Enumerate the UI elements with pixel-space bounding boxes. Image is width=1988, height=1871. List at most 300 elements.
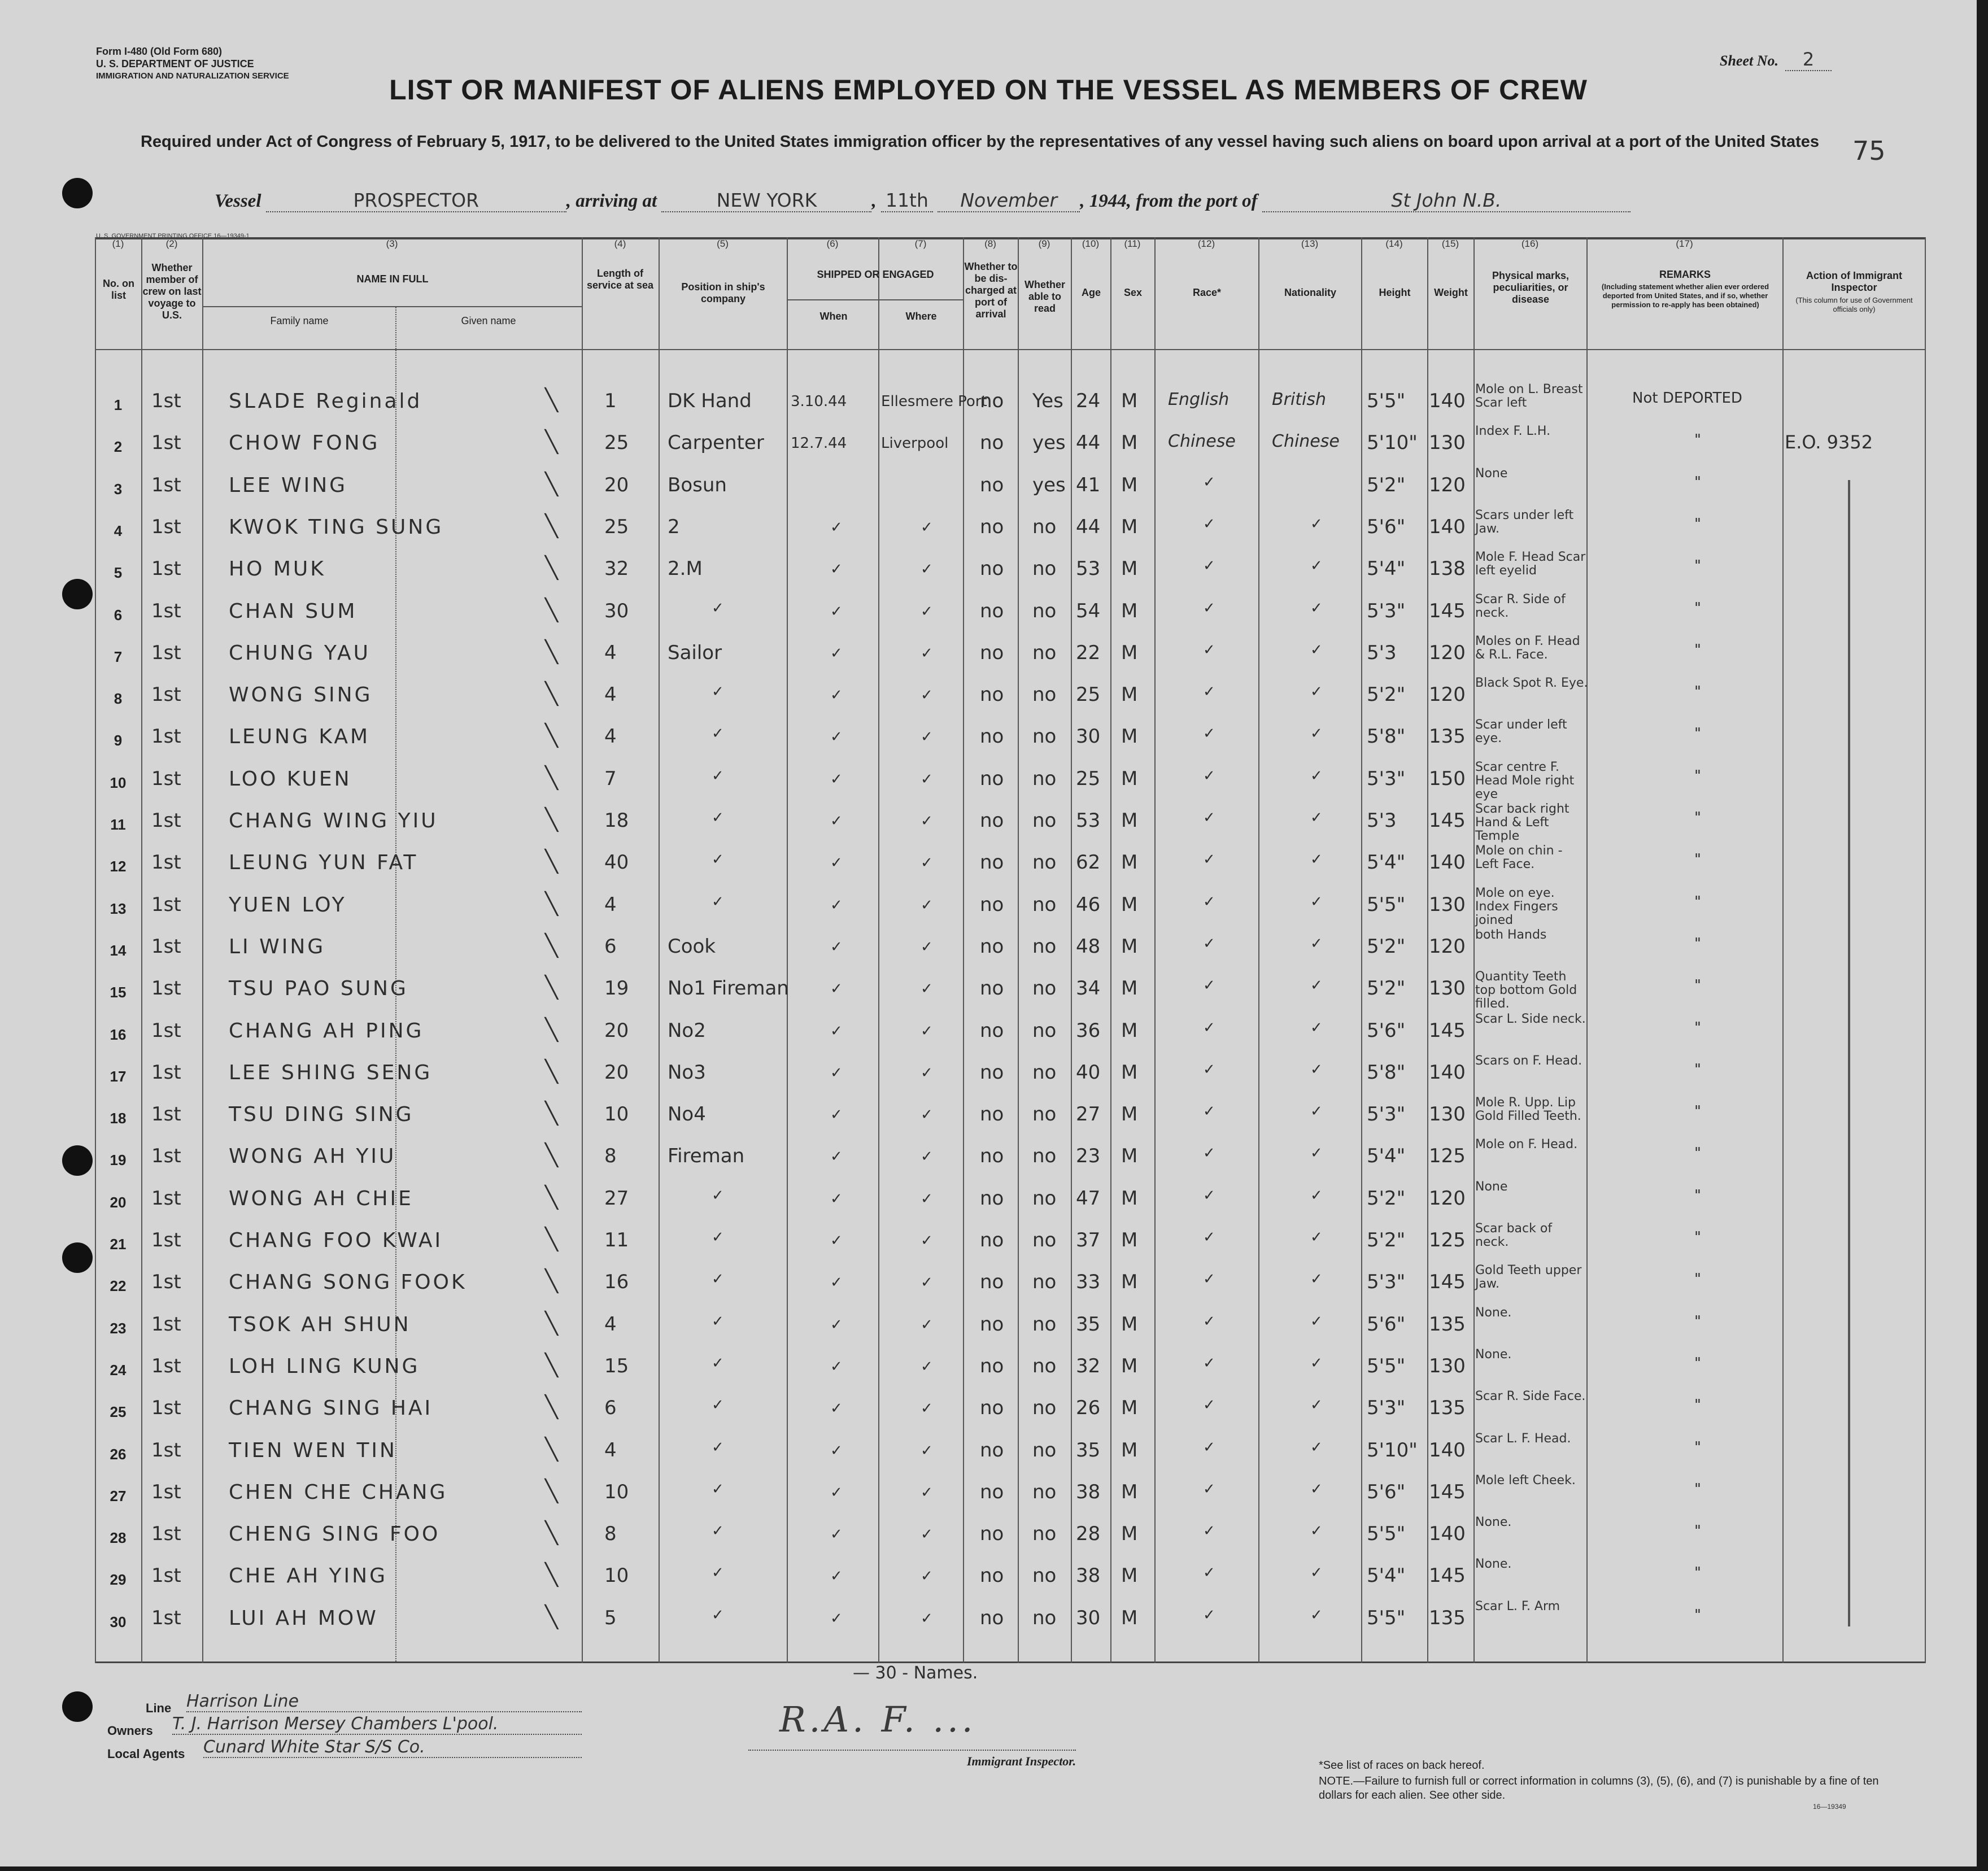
crew-name: CHANG AH PING	[229, 1019, 424, 1043]
able-to-read: yes	[1032, 431, 1066, 455]
column-number: (15)	[1441, 238, 1459, 249]
column-divider	[1925, 237, 1926, 1663]
member-flag: 1st	[151, 1606, 181, 1629]
member-flag: 1st	[151, 1271, 181, 1294]
race: ✓	[1203, 641, 1215, 658]
weight: 130	[1429, 893, 1466, 916]
discharged-flag: no	[980, 683, 1004, 706]
action-bracket-line	[1848, 480, 1850, 1626]
sex: M	[1121, 1523, 1138, 1546]
physical-marks: Scar R. Side Face.	[1475, 1389, 1586, 1404]
remarks: Not DEPORTED	[1632, 390, 1742, 407]
height: 5'3"	[1367, 767, 1406, 790]
header-member: Whether member of crew on last voyage to U.S.	[142, 262, 202, 321]
physical-marks: Mole F. Head Scar left eyelid	[1475, 550, 1586, 578]
race: ✓	[1203, 1480, 1215, 1498]
able-to-read: no	[1032, 767, 1057, 790]
age: 53	[1076, 557, 1101, 581]
nationality: ✓	[1310, 1312, 1323, 1330]
row-number: 17	[110, 1067, 127, 1085]
row-number: 1	[114, 396, 123, 413]
service-length: 5	[604, 1606, 617, 1629]
engaged-where: ✓	[921, 603, 933, 620]
sex: M	[1121, 515, 1138, 538]
weight: 140	[1429, 1438, 1466, 1462]
row-number: 6	[114, 606, 123, 623]
row-number: 16	[110, 1026, 127, 1043]
discharged-flag: no	[980, 473, 1004, 496]
height: 5'3"	[1367, 1103, 1406, 1126]
service: IMMIGRATION AND NATURALIZATION SERVICE	[96, 71, 289, 81]
remarks: "	[1694, 1229, 1701, 1246]
age: 25	[1076, 767, 1101, 790]
discharged-flag: no	[980, 390, 1004, 412]
penalty-note: NOTE.—Failure to furnish full or correct information in columns (3), (5), (6), and (7) is punishable by a fine of ten dollars for each alien. See other side.	[1319, 1775, 1879, 1802]
header-shipped: SHIPPED OR ENGAGED	[817, 269, 934, 280]
member-flag: 1st	[151, 767, 181, 790]
column-divider	[1473, 237, 1475, 1663]
agents-label: Local Agents	[107, 1747, 185, 1761]
discharged-flag: no	[980, 1061, 1004, 1084]
row-number: 10	[110, 774, 127, 791]
column-number: (16)	[1521, 238, 1539, 249]
column-divider	[1586, 237, 1588, 1663]
able-to-read: no	[1032, 1480, 1057, 1503]
physical-marks: Mole on F. Head.	[1475, 1137, 1578, 1152]
row-number: 13	[110, 900, 127, 917]
sheet-value: 2	[1785, 49, 1832, 71]
age: 35	[1076, 1312, 1101, 1336]
able-to-read: no	[1032, 641, 1057, 664]
discharged-flag: no	[980, 1103, 1004, 1126]
age: 32	[1076, 1354, 1101, 1377]
sex: M	[1121, 683, 1138, 706]
inspector-label: Immigrant Inspector.	[967, 1754, 1076, 1768]
row-number: 21	[110, 1236, 127, 1253]
check-mark-icon: ╲	[545, 891, 558, 916]
column-number: (17)	[1676, 238, 1693, 249]
crew-name: CHE AH YING	[229, 1564, 387, 1588]
physical-marks: Mole R. Upp. Lip Gold Filled Teeth.	[1475, 1096, 1581, 1124]
height: 5'5"	[1367, 1523, 1406, 1546]
check-mark-icon: ╲	[545, 1562, 558, 1587]
sex: M	[1121, 1564, 1138, 1587]
member-flag: 1st	[151, 1312, 181, 1336]
weight: 130	[1429, 1354, 1466, 1377]
sex: M	[1121, 1019, 1138, 1042]
row-number: 14	[110, 941, 127, 959]
physical-marks: Black Spot R. Eye.	[1475, 676, 1588, 691]
crew-name: CHANG WING YIU	[229, 809, 438, 832]
sex: M	[1121, 725, 1138, 748]
physical-marks: Scars on F. Head.	[1475, 1053, 1582, 1068]
discharged-flag: no	[980, 893, 1004, 916]
column-divider	[202, 237, 203, 1663]
engaged-where: Liverpool	[881, 435, 949, 452]
weight: 120	[1429, 473, 1466, 496]
ship-position: DK Hand	[668, 390, 752, 412]
check-mark-icon: ╲	[545, 1101, 558, 1126]
sex: M	[1121, 1187, 1138, 1210]
able-to-read: no	[1032, 683, 1057, 706]
row-number: 24	[110, 1361, 127, 1379]
crew-name: WONG AH CHIE	[229, 1187, 413, 1210]
member-flag: 1st	[151, 1019, 181, 1042]
crew-name: CHENG SING FOO	[229, 1523, 441, 1546]
sheet-number	[1720, 49, 1832, 71]
nationality: ✓	[1310, 557, 1323, 575]
age: 46	[1076, 893, 1101, 916]
engaged-when: ✓	[830, 1400, 843, 1418]
age: 48	[1076, 935, 1101, 958]
service-length: 4	[604, 683, 617, 706]
check-mark-icon: ╲	[545, 1310, 558, 1336]
race: ✓	[1203, 473, 1215, 491]
physical-marks: None	[1475, 1179, 1508, 1194]
crew-name: WONG AH YIU	[229, 1145, 396, 1168]
race: ✓	[1203, 725, 1215, 743]
column-divider	[1427, 237, 1428, 1663]
ship-position: No1 Fireman	[668, 977, 789, 1000]
weight: 135	[1429, 1606, 1466, 1629]
engaged-where: ✓	[921, 1106, 933, 1124]
sex: M	[1121, 473, 1138, 496]
vessel-line: Vessel PROSPECTOR , arriving at NEW YORK , 11th November , 1944, from the port of St John N.B.	[215, 189, 1630, 212]
able-to-read: yes	[1032, 473, 1066, 496]
age: 22	[1076, 641, 1101, 664]
age: 25	[1076, 683, 1101, 706]
remarks: "	[1694, 809, 1701, 826]
member-flag: 1st	[151, 1480, 181, 1503]
able-to-read: no	[1032, 725, 1057, 748]
crew-name: LI WING	[229, 935, 326, 958]
column-number: (8)	[984, 238, 996, 249]
shipped-header-rule	[788, 299, 963, 300]
weight: 145	[1429, 599, 1466, 622]
height: 5'4"	[1367, 557, 1406, 581]
member-flag: 1st	[151, 935, 181, 958]
race: ✓	[1203, 767, 1215, 784]
ship-position: ✓	[712, 1229, 724, 1246]
age: 54	[1076, 599, 1101, 622]
member-flag: 1st	[151, 1061, 181, 1084]
physical-marks: Scar centre F. Head Mole right eye	[1475, 760, 1575, 801]
sex: M	[1121, 1480, 1138, 1503]
age: 23	[1076, 1145, 1101, 1168]
service-length: 8	[604, 1523, 617, 1546]
weight: 120	[1429, 935, 1466, 958]
header-position: Position in ship's company	[681, 281, 765, 304]
check-mark-icon: ╲	[545, 429, 558, 455]
member-flag: 1st	[151, 893, 181, 916]
remarks: "	[1694, 851, 1701, 869]
arrival-day: 11th	[881, 189, 933, 212]
check-mark-icon: ╲	[545, 1352, 558, 1377]
height: 5'4"	[1367, 1564, 1406, 1587]
physical-marks: Scar back right Hand & Left Temple	[1475, 802, 1570, 843]
sex: M	[1121, 1438, 1138, 1462]
discharged-flag: no	[980, 515, 1004, 538]
service-length: 16	[604, 1271, 629, 1294]
sex: M	[1121, 1103, 1138, 1126]
physical-marks: Scars under left Jaw.	[1475, 508, 1574, 536]
header-length-service: Length of service at sea	[586, 268, 654, 291]
height: 5'5"	[1367, 893, 1406, 916]
remarks: "	[1694, 1271, 1701, 1288]
service-length: 40	[604, 851, 629, 874]
header-height: Height	[1379, 287, 1411, 298]
able-to-read: no	[1032, 557, 1057, 581]
weight: 145	[1429, 1271, 1466, 1294]
remarks: "	[1694, 1354, 1701, 1372]
engaged-where: ✓	[921, 561, 933, 578]
service-length: 25	[604, 431, 629, 455]
arriving-port: NEW YORK	[661, 189, 871, 212]
ship-position: ✓	[712, 725, 724, 743]
member-flag: 1st	[151, 1229, 181, 1251]
engaged-where: ✓	[921, 980, 933, 998]
physical-marks: Moles on F. Head & R.L. Face.	[1475, 634, 1580, 662]
nationality: ✓	[1310, 1229, 1323, 1246]
nationality: ✓	[1310, 1103, 1323, 1120]
nationality: ✓	[1310, 1564, 1323, 1582]
discharged-flag: no	[980, 1019, 1004, 1042]
height: 5'6"	[1367, 1019, 1406, 1042]
crew-name: LEE SHING SENG	[229, 1061, 433, 1084]
nationality: ✓	[1310, 515, 1323, 533]
engaged-where: ✓	[921, 1232, 933, 1249]
race: ✓	[1203, 1103, 1215, 1120]
ship-position: ✓	[712, 1187, 724, 1204]
engaged-where: ✓	[921, 1064, 933, 1081]
nationality: ✓	[1310, 1354, 1323, 1372]
row-number: 27	[110, 1487, 127, 1504]
remarks: "	[1694, 935, 1701, 952]
row-number: 2	[114, 438, 123, 456]
engaged-where: ✓	[921, 1274, 933, 1292]
check-mark-icon: ╲	[545, 1436, 558, 1462]
remarks: "	[1694, 683, 1701, 701]
able-to-read: no	[1032, 515, 1057, 538]
sex: M	[1121, 1397, 1138, 1420]
from-port: St John N.B.	[1262, 189, 1630, 212]
remarks: "	[1694, 977, 1701, 995]
physical-marks: Scar L. Side neck.	[1475, 1011, 1586, 1026]
check-mark-icon: ╲	[545, 1478, 558, 1503]
row-number: 12	[110, 858, 127, 875]
engaged-when: ✓	[830, 1022, 843, 1040]
nationality: ✓	[1310, 641, 1323, 658]
able-to-read: no	[1032, 1397, 1057, 1420]
service-length: 6	[604, 1397, 617, 1420]
ship-position: No2	[668, 1019, 706, 1042]
check-mark-icon: ╲	[545, 849, 558, 874]
crew-name: TSU DING SING	[229, 1103, 414, 1127]
column-divider	[1782, 237, 1784, 1663]
check-mark-icon: ╲	[545, 1394, 558, 1420]
header-age: Age	[1081, 287, 1101, 298]
engaged-where: ✓	[921, 896, 933, 914]
member-flag: 1st	[151, 557, 181, 581]
discharged-flag: no	[980, 767, 1004, 790]
physical-marks: Mole on chin - Left Face.	[1475, 844, 1563, 872]
check-mark-icon: ╲	[545, 975, 558, 1000]
engaged-where: ✓	[921, 729, 933, 746]
inspector-signature: R.A. F. ...	[779, 1699, 976, 1740]
member-flag: 1st	[151, 1397, 181, 1420]
race: ✓	[1203, 1229, 1215, 1246]
binder-hole	[62, 1145, 93, 1176]
row-number: 4	[114, 522, 123, 539]
crew-name: LEE WING	[229, 473, 348, 497]
row-number: 19	[110, 1152, 127, 1169]
remarks: "	[1694, 1187, 1701, 1204]
check-mark-icon: ╲	[545, 1604, 558, 1629]
height: 5'3	[1367, 641, 1397, 664]
remarks: "	[1694, 1438, 1701, 1456]
height: 5'2"	[1367, 473, 1406, 496]
check-mark-icon: ╲	[545, 387, 558, 412]
service-length: 7	[604, 767, 617, 790]
check-mark-icon: ╲	[545, 1017, 558, 1042]
check-mark-icon: ╲	[545, 513, 558, 538]
discharged-flag: no	[980, 851, 1004, 874]
service-length: 8	[604, 1145, 617, 1168]
owners-value: T. J. Harrison Mersey Chambers L'pool.	[172, 1714, 582, 1735]
engaged-where: ✓	[921, 644, 933, 662]
remarks: "	[1694, 1564, 1701, 1582]
engaged-where: Ellesmere Port	[881, 393, 987, 410]
service-length: 4	[604, 1312, 617, 1336]
line-value: Harrison Line	[186, 1691, 582, 1712]
able-to-read: no	[1032, 1187, 1057, 1210]
page-subtitle: Required under Act of Congress of February 5, 1917, to be delivered to the United States immigration officer by the representatives of any vessel having such aliens on board upon arrival at a port of the United States	[140, 133, 1820, 151]
arrival-year: , 1944	[1080, 191, 1127, 211]
service-length: 30	[604, 599, 629, 622]
table-bottom-border	[95, 1661, 1925, 1663]
column-divider	[878, 237, 879, 1663]
height: 5'6"	[1367, 515, 1406, 538]
ship-position: ✓	[712, 1354, 724, 1372]
member-flag: 1st	[151, 599, 181, 622]
sex: M	[1121, 557, 1138, 581]
column-divider	[141, 237, 142, 1663]
nationality: ✓	[1310, 1145, 1323, 1162]
row-number: 25	[110, 1403, 127, 1421]
nationality: Chinese	[1272, 431, 1340, 452]
height: 5'8"	[1367, 725, 1406, 748]
nationality: ✓	[1310, 767, 1323, 784]
weight: 140	[1429, 1523, 1466, 1546]
weight: 138	[1429, 557, 1466, 581]
service-length: 20	[604, 1061, 629, 1084]
footer-code: 16—19349	[1813, 1803, 1846, 1811]
member-flag: 1st	[151, 390, 181, 412]
engaged-when: ✓	[830, 1190, 843, 1207]
crew-name: TSOK AH SHUN	[229, 1312, 411, 1336]
weight: 120	[1429, 683, 1466, 706]
able-to-read: no	[1032, 1606, 1057, 1629]
age: 44	[1076, 515, 1101, 538]
column-number: (2)	[165, 238, 178, 249]
row-number: 5	[114, 564, 123, 582]
physical-marks: Scar under left eye.	[1475, 718, 1567, 746]
form-number: Form I-480 (Old Form 680)	[96, 46, 223, 57]
check-mark-icon: ╲	[545, 1058, 558, 1084]
row-number: 11	[110, 816, 126, 833]
able-to-read: no	[1032, 1523, 1057, 1546]
engaged-where: ✓	[921, 1484, 933, 1501]
physical-marks: None.	[1475, 1557, 1512, 1572]
service-length: 25	[604, 515, 629, 538]
engaged-where: ✓	[921, 770, 933, 788]
service-length: 4	[604, 893, 617, 916]
column-number: (3)	[386, 238, 398, 249]
agents-value: Cunard White Star S/S Co.	[203, 1737, 582, 1758]
remarks: "	[1694, 557, 1701, 575]
physical-marks: Index F. L.H.	[1475, 424, 1551, 439]
age: 36	[1076, 1019, 1101, 1042]
column-number: (4)	[614, 238, 626, 249]
physical-marks: None	[1475, 466, 1508, 481]
crew-name: CHEN CHE CHANG	[229, 1480, 448, 1504]
engaged-when: 12.7.44	[791, 435, 847, 452]
row-number: 22	[110, 1277, 127, 1295]
height: 5'2"	[1367, 683, 1406, 706]
header-name-in-full: NAME IN FULL	[356, 273, 429, 285]
header-action: Action of Immigrant Inspector	[1806, 270, 1902, 293]
column-number: (13)	[1301, 238, 1319, 249]
row-number: 15	[110, 984, 127, 1001]
discharged-flag: no	[980, 809, 1004, 832]
nationality: ✓	[1310, 1480, 1323, 1498]
column-divider	[582, 237, 583, 1663]
engaged-when: ✓	[830, 1064, 843, 1081]
member-flag: 1st	[151, 1438, 181, 1462]
race: ✓	[1203, 1019, 1215, 1036]
engaged-where: ✓	[921, 854, 933, 872]
member-flag: 1st	[151, 1564, 181, 1587]
physical-marks: Scar L. F. Arm	[1475, 1599, 1560, 1613]
physical-marks: None.	[1475, 1347, 1512, 1362]
arrival-month: November	[938, 189, 1080, 212]
physical-marks: Gold Teeth upper Jaw.	[1475, 1263, 1582, 1292]
engaged-when: ✓	[830, 1484, 843, 1501]
crew-name: WONG SING	[229, 683, 373, 707]
weight: 145	[1429, 1019, 1466, 1042]
crew-name: SLADE Reginald	[229, 390, 422, 413]
age: 41	[1076, 473, 1101, 496]
height: 5'2"	[1367, 1229, 1406, 1251]
name-header-rule	[203, 306, 582, 307]
able-to-read: no	[1032, 1019, 1057, 1042]
height: 5'10"	[1367, 431, 1418, 455]
engaged-where: ✓	[921, 1148, 933, 1166]
header-physical: Physical marks, peculiarities, or disease	[1492, 270, 1570, 305]
sex: M	[1121, 935, 1138, 958]
check-mark-icon: ╲	[545, 471, 558, 496]
weight: 140	[1429, 1061, 1466, 1084]
ship-position: ✓	[712, 809, 724, 826]
weight: 125	[1429, 1145, 1466, 1168]
engaged-when: ✓	[830, 561, 843, 578]
nationality: ✓	[1310, 1187, 1323, 1204]
member-flag: 1st	[151, 1523, 181, 1546]
discharged-flag: no	[980, 1480, 1004, 1503]
weight: 125	[1429, 1229, 1466, 1251]
engaged-where: ✓	[921, 1526, 933, 1543]
physical-marks: Scar L. F. Head.	[1475, 1431, 1571, 1446]
